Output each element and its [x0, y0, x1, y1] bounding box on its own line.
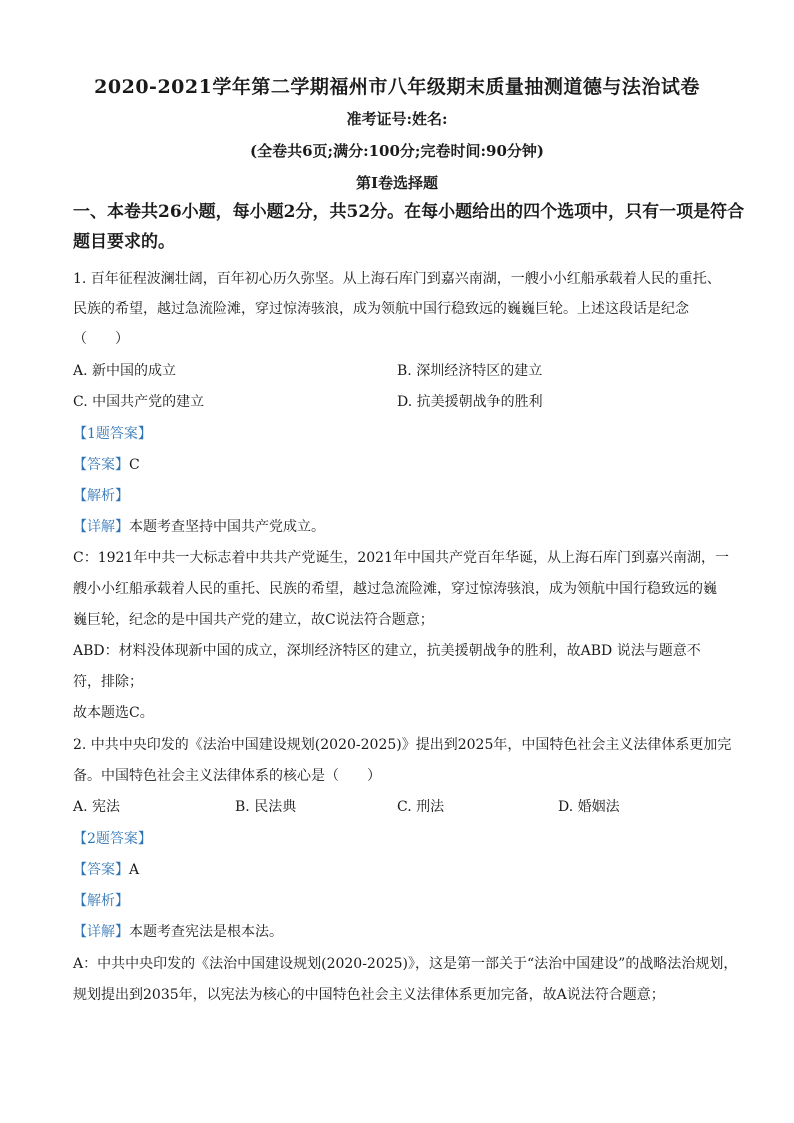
q1-answer-line: [73, 454, 140, 474]
q2-answer-tag: 【2题答案】: [73, 831, 152, 847]
q2-option-b: B. 民法典: [235, 799, 297, 815]
q1-answer-tag: 【1题答案】: [73, 426, 152, 442]
answer-label: 【答案】: [73, 457, 129, 473]
q1-option-c: C. 中国共产党的建立: [73, 394, 205, 410]
q1-explain-line-2: 艘小小红船承载着人民的重托、民族的希望，越过急流险滩，穿过惊涛骇浪，成为领航中国行稳致远的巍: [73, 581, 717, 597]
q2-detail-text: 本题考查宪法是根本法。: [129, 924, 283, 940]
q1-explain-line-1: C：1921年中共一大标志着中共共产党诞生，2021年中国共产党百年华诞，从上海石库门到嘉兴南湖，一: [73, 550, 729, 566]
q1-stem-line-3: （ ）: [73, 331, 129, 347]
q2-explain-line-1: A：中共中央印发的《法治中国建设规划(2020-2025)》，这是第一部关于“法治中国建设”的战略法治规划，: [73, 956, 738, 972]
q1-stem-line-1: 1. 百年征程波澜壮阔，百年初心历久弥坚。从上海石库门到嘉兴南湖，一艘小小红船承载着人民的重托、: [73, 271, 721, 287]
section-intro-line-2: 题目要求的。: [73, 232, 175, 252]
q1-explain-line-5: 符，排除；: [73, 674, 143, 690]
q2-answer-value: A: [129, 862, 140, 878]
q2-option-a: A. 宪法: [73, 799, 121, 815]
exam-title: 2020-2021学年第二学期福州市八年级期末质量抽测道德与法治试卷: [94, 76, 700, 98]
detail-label: 【详解】: [73, 519, 129, 535]
q2-analysis-label: 【解析】: [73, 893, 129, 909]
q2-option-d: D. 婚姻法: [558, 799, 620, 815]
exam-info-line: (全卷共6页;满分:100分;完卷时间:90分钟): [250, 142, 544, 160]
section-instructions: [73, 197, 745, 257]
q1-detail-line: [73, 516, 325, 536]
q1-stem-line-2: 民族的希望，越过急流险滩，穿过惊涛骇浪，成为领航中国行稳致远的巍巍巨轮。上述这段话是纪念: [73, 301, 689, 317]
q1-explain-line-3: 巍巨轮，纪念的是中国共产党的建立，故C说法符合题意；: [73, 612, 434, 628]
part-title: 第I卷选择题: [355, 174, 439, 192]
detail-label: 【详解】: [73, 924, 129, 940]
q1-analysis-label: 【解析】: [73, 488, 129, 504]
q2-stem-line-1: 2. 中共中央印发的《法治中国建设规划(2020-2025)》提出到2025年，中国特色社会主义法律体系更加完: [73, 737, 732, 753]
q1-answer-value: C: [129, 457, 140, 473]
q1-conclusion: 故本题选C。: [73, 705, 154, 721]
candidate-info-line: 准考证号:姓名:: [346, 110, 448, 128]
q1-explain-line-4: ABD：材料没体现新中国的成立，深圳经济特区的建立，抗美援朝战争的胜利，故ABD 说法与题意不: [73, 643, 701, 659]
q1-option-a: A. 新中国的成立: [73, 363, 177, 379]
answer-label: 【答案】: [73, 862, 129, 878]
q2-explain-line-2: 规划提出到2035年，以宪法为核心的中国特色社会主义法律体系更加完备，故A说法符合题意；: [73, 987, 665, 1003]
q2-option-c: C. 刑法: [397, 799, 445, 815]
q2-stem-line-2: 备。中国特色社会主义法律体系的核心是（ ）: [73, 768, 381, 784]
q1-detail-text: 本题考查坚持中国共产党成立。: [129, 519, 325, 535]
q2-detail-line: [73, 921, 283, 941]
q1-option-d: D. 抗美援朝战争的胜利: [397, 394, 543, 410]
section-intro-line-1: 一、本卷共26小题，每小题2分，共52分。在每小题给出的四个选项中，只有一项是符合: [73, 202, 745, 222]
q2-answer-line: [73, 859, 139, 879]
q1-option-b: B. 深圳经济特区的建立: [397, 363, 543, 379]
